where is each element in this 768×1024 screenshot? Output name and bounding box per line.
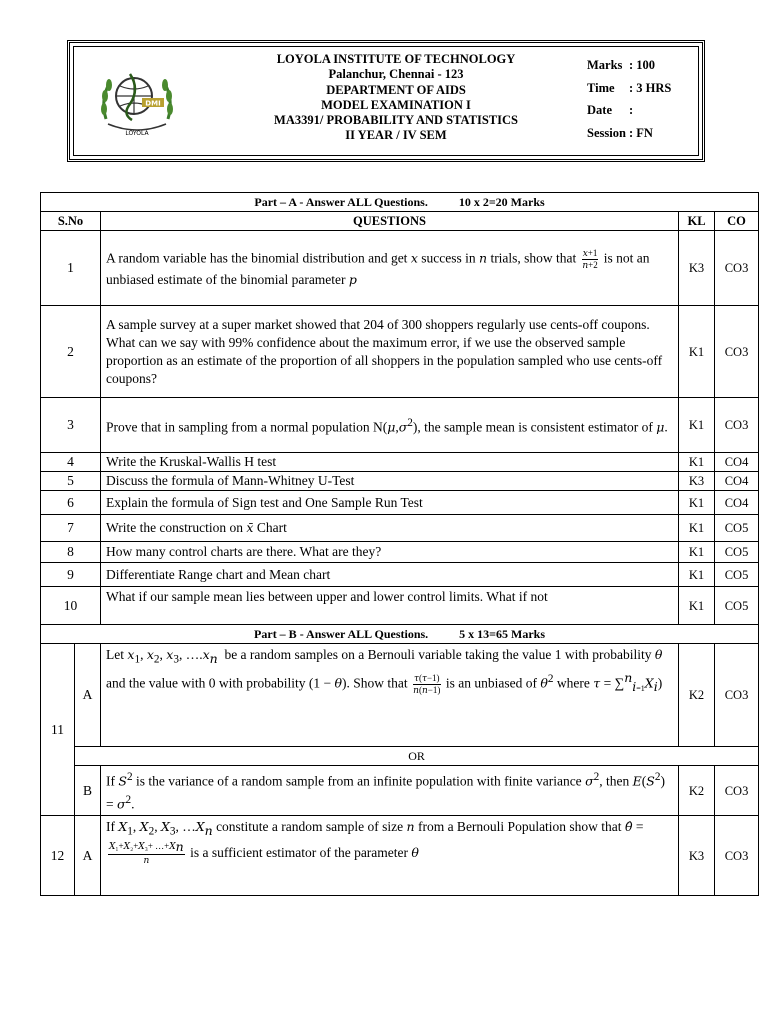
institute-address: Palanchur, Chennai - 123 (328, 67, 464, 82)
svg-text:LOYOLA: LOYOLA (125, 130, 149, 137)
table-row: 11 A Let $x_1$, $x_2$, $x_3$, $\dots.x_n$ be a random samples on a Bernouli variable taking the value 1 with probability θ and the value with 0 with probability (1 − θ). Show that $\frac{\tau(\tau-1)}{n(n-1)}$ is an unbiased of $\theta^2$ where $\tau = \sum^n_{i=1}X_i$) K2 CO3 (41, 644, 759, 747)
course-name: MA3391/ PROBABILITY AND STATISTICS (274, 113, 518, 128)
question-text: How many control charts are there. What are they? (101, 542, 679, 563)
department-name: DEPARTMENT OF AIDS (326, 82, 466, 97)
col-kl: KL (679, 212, 715, 231)
part-a-header-row (41, 193, 759, 212)
table-row: 12 A If $X_1$, $X_2$, $X_3$, $\dots X_n$ constitute a random sample of size n from a Bernouli Population show that θ̂ = $\frac{X_1+X_2+X_3+ \dots+X_n}{n}$ is a sufficient estimator of the parameter θ K3 CO3 (41, 816, 759, 896)
date-value: : (629, 103, 634, 117)
table-row: 10 What if our sample mean lies between upper and lower control limits. What if not K1 CO5 (41, 587, 759, 625)
or-row (41, 747, 759, 766)
question-text: If $X_1$, $X_2$, $X_3$, $\dots X_n$ constitute a random sample of size n from a Bernouli Population show that θ̂ = $\frac{X_1+X_2+X_3+ \dots+X_n}{n}$ is a sufficient estimator of the parameter θ (101, 816, 679, 896)
institute-logo (96, 64, 178, 142)
question-text: Differentiate Range chart and Mean chart (101, 563, 679, 587)
question-text: What if our sample mean lies between upper and lower control limits. What if not (101, 587, 679, 625)
table-row: 2 A sample survey at a super market showed that 204 of 300 shoppers regularly use cents-off coupons. What can we say with 99% confidence about the maximum error, if we use the observed sample proportion as an estimate of the proportion of all shoppers in the population sampled who use cents-off coupons? K1 CO3 (41, 306, 759, 398)
question-text: Discuss the formula of Mann-Whitney U-Test (101, 472, 679, 491)
question-table (40, 192, 759, 896)
table-row: 3 Prove that in sampling from a normal population $N(\mu,\sigma^2)$, the sample mean is consistent estimator of μ. K1 CO3 (41, 398, 759, 453)
table-row: 9 Differentiate Range chart and Mean chart K1 CO5 (41, 563, 759, 587)
question-text: A random variable has the binomial distribution and get x success in n trials, show that $\frac{x+1}{n+2}$ is not an unbiased estimate of the binomial parameter p (101, 231, 679, 306)
marks-value: : 100 (629, 58, 656, 72)
or-label: OR (75, 747, 759, 766)
question-text: Prove that in sampling from a normal population $N(\mu,\sigma^2)$, the sample mean is consistent estimator of μ. (101, 398, 679, 453)
table-row: 8 How many control charts are there. What are they? K1 CO5 (41, 542, 759, 563)
exam-meta: Marks : 100 Time : 3 HRS Date : Session : FN (587, 58, 672, 140)
part-b-title: Part – B - Answer ALL Questions. (254, 627, 429, 641)
part-a-title: Part – A - Answer ALL Questions. (254, 195, 428, 209)
svg-text:DMI: DMI (145, 99, 161, 108)
table-row: 6 Explain the formula of Sign test and One Sample Run Test K1 CO4 (41, 491, 759, 515)
exam-title-block (258, 52, 534, 144)
col-questions: QUESTIONS (101, 212, 679, 231)
col-co: CO (715, 212, 759, 231)
question-text: A sample survey at a super market showed that 204 of 300 shoppers regularly use cents-off coupons. What can we say with 99% confidence about the maximum error, if we use the observed sample proportion as an estimate of the proportion of all shoppers in the population sampled who use cents-off coupons? (101, 306, 679, 398)
question-text: Write the Kruskal-Wallis H test (101, 453, 679, 472)
part-a-marks: 10 x 2=20 Marks (458, 195, 545, 209)
table-row: 5 Discuss the formula of Mann-Whitney U-Test K3 CO4 (41, 472, 759, 491)
time-value: : 3 HRS (629, 80, 672, 95)
part-b-header-row (41, 625, 759, 644)
exam-name: MODEL EXAMINATION I (321, 97, 471, 112)
table-row: 1 A random variable has the binomial distribution and get x success in n trials, show that $\frac{x+1}{n+2}$ is not an unbiased estimate of the binomial parameter p K3 CO3 (41, 231, 759, 306)
question-text: Explain the formula of Sign test and One Sample Run Test (101, 491, 679, 515)
part-b-marks: 5 x 13=65 Marks (459, 627, 546, 641)
year-sem: II YEAR / IV SEM (345, 128, 447, 143)
col-sno: S.No (41, 212, 101, 231)
table-row: B If $S^2$ is the variance of a random sample from an infinite population with finite variance $\sigma^2$, then $E(S^2) = \sigma^2$. K2 CO3 (41, 766, 759, 816)
question-text: If $S^2$ is the variance of a random sample from an infinite population with finite variance $\sigma^2$, then $E(S^2) = \sigma^2$. (101, 766, 679, 816)
table-row: 7 Write the construction on x̄ Chart K1 CO5 (41, 515, 759, 542)
session-value: : FN (629, 125, 653, 140)
institute-name: LOYOLA INSTITUTE OF TECHNOLOGY (276, 52, 516, 66)
question-text: Write the construction on x̄ Chart (101, 515, 679, 542)
column-header-row (41, 212, 759, 231)
table-row: 4 Write the Kruskal-Wallis H test K1 CO4 (41, 453, 759, 472)
question-text: Let $x_1$, $x_2$, $x_3$, $\dots.x_n$ be a random samples on a Bernouli variable taking the value 1 with probability θ and the value with 0 with probability (1 − θ). Show that $\frac{\tau(\tau-1)}{n(n-1)}$ is an unbiased of $\theta^2$ where $\tau = \sum^n_{i=1}X_i$) (101, 644, 679, 747)
